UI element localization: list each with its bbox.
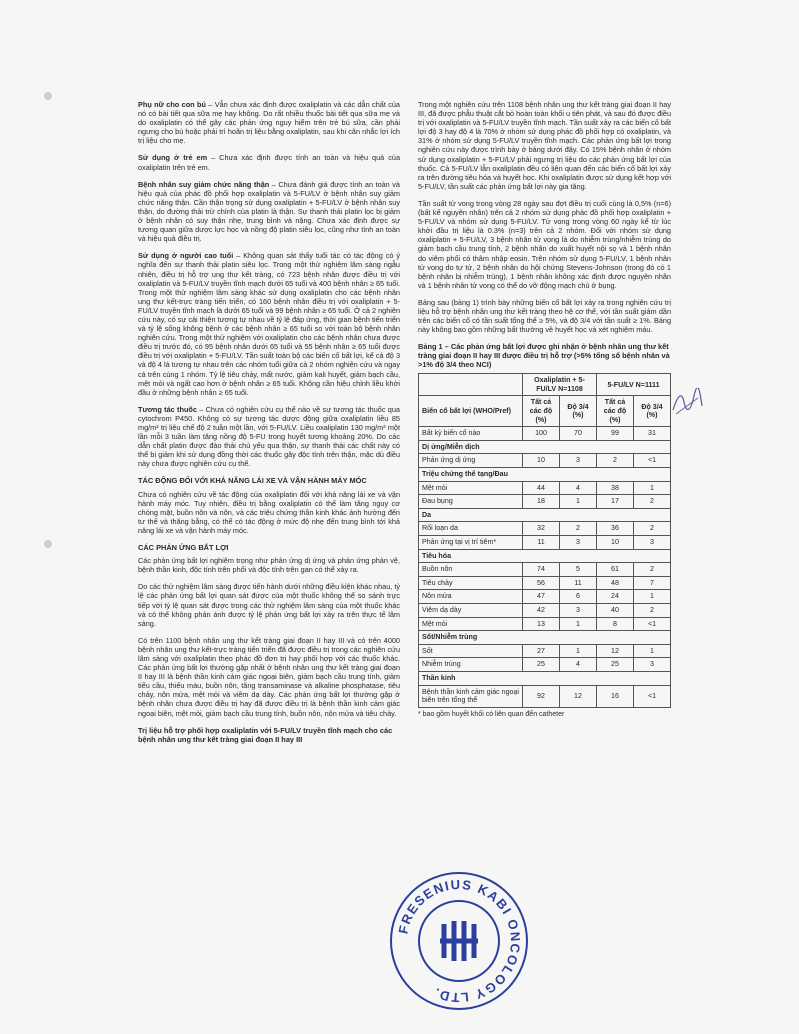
table-cell: <1 [634, 454, 671, 468]
paragraph-interactions [138, 405, 400, 469]
header-all-grades: Tất cả các độ (%) [597, 396, 634, 427]
table-row [419, 576, 671, 590]
table-cell: 4 [560, 481, 597, 495]
table-group-row [419, 468, 671, 482]
paragraph-table-intro: Bảng sau (bảng 1) trình bày những biến cố bất lợi xảy ra trong nghiên cứu trị liệu hỗ trợ bệnh nhân ung thư kết tràng theo hệ cơ thể, với tần suất giảm dần trên các biến cố có tần suất tổng thể ≥ 5%, và độ 3/4 với tần suất ≥ 1%. Bảng này không bao gồm những bất thường về huyết học và xét nghiệm máu. [418, 297, 671, 335]
table-cell: 3 [560, 535, 597, 549]
adverse-events-table [418, 373, 671, 707]
event-label: Phản ứng dị ứng [419, 454, 523, 468]
table-cell: 44 [523, 481, 560, 495]
table-row [419, 617, 671, 631]
table-cell: 56 [523, 576, 560, 590]
table-cell: 16 [597, 685, 634, 707]
table-cell: 32 [523, 522, 560, 536]
header-oxaliplatin-group: Oxaliplatin + 5-FU/LV N=1108 [523, 374, 597, 396]
paragraph-breastfeeding [138, 100, 400, 145]
header-all-grades: Tất cả các độ (%) [523, 396, 560, 427]
table-cell: 8 [597, 617, 634, 631]
table-cell: 40 [597, 603, 634, 617]
para-title: Bệnh nhân suy giảm chức năng thận [138, 179, 270, 189]
table-cell: 70 [560, 427, 597, 441]
event-label: Bệnh thần kinh cảm giác ngoại biên trên tổng thể [419, 685, 523, 707]
event-label: Đau bụng [419, 495, 523, 509]
table-cell: 3 [634, 535, 671, 549]
event-label: Viêm dạ dày [419, 603, 523, 617]
para-text: – Chưa xác định được tính an toàn và hiệu quả của oxaliplatin trên trẻ em. [138, 153, 400, 172]
event-label: Tiêu chảy [419, 576, 523, 590]
event-label: Phản ứng tại vị trí tiêm* [419, 535, 523, 549]
event-label: Sốt [419, 644, 523, 658]
heading-driving: TÁC ĐỘNG ĐỐI VỚI KHẢ NĂNG LÁI XE VÀ VẬN HÀNH MÁY MÓC [138, 476, 367, 486]
table-group-row [419, 671, 671, 685]
table-cell: 1 [560, 495, 597, 509]
table-row [419, 535, 671, 549]
table-cell: 3 [560, 603, 597, 617]
paragraph-elderly [138, 251, 400, 397]
table-cell: 5 [560, 563, 597, 577]
table-cell: 10 [523, 454, 560, 468]
table-cell: 12 [560, 685, 597, 707]
table-cell: <1 [634, 617, 671, 631]
table-cell: 10 [597, 535, 634, 549]
table-cell: 13 [523, 617, 560, 631]
paragraph-driving: Chưa có nghiên cứu về tác động của oxaliplatin đối với khả năng lái xe và vận hành máy móc. Tuy nhiên, điều trị bằng oxaliplatin có thể làm tăng nguy cơ chóng mặt, buồn nôn và nôn, và các triệu chứng thần kinh khác ảnh hưởng đến tư thế và thăng bằng, có thể có tác động ở mức độ nhẹ đến trung bình tới khả năng lái xe và vận hành máy móc. [138, 489, 400, 535]
table-cell: 47 [523, 590, 560, 604]
table-cell: 11 [560, 576, 597, 590]
table-cell: 1 [560, 644, 597, 658]
table-cell: 42 [523, 603, 560, 617]
table-row [419, 454, 671, 468]
table-row [419, 590, 671, 604]
table-group-row [419, 549, 671, 563]
para-text: – Vẫn chưa xác định được oxaliplatin và các dẫn chất của nó có bài tiết qua sữa mẹ hay không. Do rất nhiều thuốc bài tiết qua sữa mẹ và do oxaliplatin có thể gây các phản ứng nguy hiểm trên trẻ bú sữa, cần phải ngưng cho bú hoặc phải trì hoãn trị liệu bằng oxaliplatin, sau khi cân nhắc lợi ích trị liệu cho mẹ. [138, 100, 400, 146]
event-label: Nôn mửa [419, 590, 523, 604]
table-header-row [419, 374, 671, 396]
signature-mark [670, 388, 704, 418]
para-title: Tương tác thuốc [138, 404, 197, 414]
para-title: Sử dụng ở người cao tuổi [138, 251, 234, 261]
para-text: – Chưa có nghiên cứu cụ thể nào về sự tương tác thuốc qua cytochrom P450. Không có sự tương tác dược động giữa oxaliplatin liều 85 mg/m² trị liệu chế độ 2 tuần một lần, với 5-FU/LV. Liều oxaliplatin 130 mg/m² một lần mỗi 3 tuần làm tăng nồng độ 5-FU trong huyết tương khoảng 20%. Do các dẫn chất platin được đào thải chủ yếu qua thận, sự thanh thải các chất này có thể bị giảm khi sử dụng đồng thời các thuốc gây độc tính trên thận, mặc dù điều này chưa được nghiên cứu cụ thể. [138, 404, 400, 469]
table-row [419, 658, 671, 672]
table-subheader-row [419, 396, 671, 427]
event-label: Mệt mỏi [419, 481, 523, 495]
table-cell: 3 [560, 454, 597, 468]
table-cell: 61 [597, 563, 634, 577]
table-cell: 25 [523, 658, 560, 672]
group-label: Da [419, 508, 671, 522]
group-label: Sốt/Nhiễm trùng [419, 631, 671, 645]
table-cell: 2 [597, 454, 634, 468]
table-cell: 2 [560, 522, 597, 536]
table-cell: 27 [523, 644, 560, 658]
table-cell: 1 [560, 617, 597, 631]
group-label: Dị ứng/Miễn dịch [419, 440, 671, 454]
paragraph-adverse-1: Các phản ứng bất lợi nghiêm trọng như phản ứng dị ứng và phản ứng phản vệ, bệnh thần kinh, độc tính trên phổi và độc tính trên gan có thể xảy ra. [138, 556, 400, 575]
table-cell: 6 [560, 590, 597, 604]
group-label: Tiêu hóa [419, 549, 671, 563]
table-row [419, 522, 671, 536]
table-cell: 31 [634, 427, 671, 441]
table-cell: 3 [634, 658, 671, 672]
table-cell: 1 [634, 481, 671, 495]
header-5fu-group: 5-FU/LV N=1111 [597, 374, 671, 396]
para-title: Phụ nữ cho con bú [138, 100, 206, 109]
table-row [419, 495, 671, 509]
event-label: Mệt mỏi [419, 617, 523, 631]
table-body [419, 427, 671, 707]
event-label: Rối loạn da [419, 522, 523, 536]
table-cell: 2 [634, 495, 671, 509]
table-cell: 92 [523, 685, 560, 707]
table-cell: 11 [523, 535, 560, 549]
table-cell: 17 [597, 495, 634, 509]
group-label: Triệu chứng thể tạng/Đau [419, 468, 671, 482]
table-cell: 12 [597, 644, 634, 658]
table-cell: 25 [597, 658, 634, 672]
header-blank [419, 374, 523, 396]
table-cell: 24 [597, 590, 634, 604]
event-label: Bất kỳ biến cố nào [419, 427, 523, 441]
table-cell: 74 [523, 563, 560, 577]
table-cell: 2 [634, 563, 671, 577]
event-label: Buồn nôn [419, 563, 523, 577]
table-row [419, 481, 671, 495]
stamp-text: FRESENIUS KABI ONCOLOGY LTD. [395, 876, 524, 1006]
paragraph-study: Trong một nghiên cứu trên 1108 bệnh nhân ung thư kết tràng giai đoạn II hay III, đã được phẫu thuật cắt bỏ hoàn toàn khối u tiên phát, và sau đó được điều trị với oxaliplatin và 5-FU/LV truyền tĩnh mạch. Tần suất xảy ra các biến cố bất lợi độ 3 hay độ 4 là 70% ở nhóm sử dụng phác đồ phối hợp có oxaliplatin, và 31% ở nhóm sử dụng 5-FU/LV truyền tĩnh mạch. Các phản ứng bất lợi trong nghiên cứu này được trình bày ở bảng dưới đây. Có 15% bệnh nhân ở nhóm sử dụng oxaliplatin + 5-FU/LV phải ngưng trị liệu do các phản ứng bất lợi của thuốc. Cả 5-FU/LV lẫn oxaliplatin đều có liên quan đến các biến cố bất lợi xảy ra trên đường tiêu hóa và huyết học. Khi oxaliplatin được sử dụng kết hợp với 5-FU/LV, tần suất các phản ứng bất lợi này gia tăng. [418, 100, 672, 191]
table-cell: 38 [597, 481, 634, 495]
group-label: Thần kinh [419, 671, 671, 685]
table-group-row [419, 631, 671, 645]
paragraph-adverse-2: Do các thử nghiệm lâm sàng được tiến hành dưới những điều kiện khác nhau, tỷ lệ các phản ứng bất lợi quan sát được của một thuốc không thể so sánh trực tiếp với tỷ lệ quan sát được trong các thử nghiệm lâm sàng của một thuốc khác và có thể không phản ánh được tỷ lệ phản ứng bất lợi xảy ra trên thực tế lâm sàng. [138, 582, 400, 628]
table-cell: 1 [634, 590, 671, 604]
table-row [419, 427, 671, 441]
paragraph-adverse-3: Có trên 1100 bệnh nhân ung thư kết tràng giai đoạn II hay III và có trên 4000 bệnh nhân ung thư kết-trực tràng tiến triển đã được điều trị trong các nghiên cứu lâm sàng với oxaliplatin theo phác đồ đơn trị hay phối hợp với các thuốc khác. Các phản ứng bất lợi thường gặp nhất ở bệnh nhân ung thư kết tràng giai đoạn II hay III là bệnh thần kinh cảm giác ngoại biên, giảm bạch cầu trung tính, giảm tiểu cầu, thiếu máu, buồn nôn, tăng transaminase và alkaline phosphatase, tiêu chảy, nôn mửa, mệt mỏi và viêm dạ dày. Các phản ứng bất lợi thường gặp ở bệnh nhân chưa được điều trị hay đã được điều trị là bệnh thần kinh cảm giác ngoại biên, mệt mỏi, giảm bạch cầu trung tính, buồn nôn, nôn mửa và tiêu chảy. [138, 635, 400, 718]
table-cell: 36 [597, 522, 634, 536]
para-text: – Chưa đánh giá được tính an toàn và hiệu quả của phác đồ phối hợp oxaliplatin và 5-FU/LV ở bệnh nhân suy giảm chức năng thận. Cần thận trọng sử dụng oxaliplatin + 5-FU/LV ở bệnh nhân suy thận, do đường thải trừ chính của platin là thận. Sự thanh thải platin lọc bị giảm ở bệnh nhân có suy thận nhẹ, trung bình và nặng. Chưa xác định được sự tương quan giữa dược lực học và nồng độ platin siêu lọc, cũng như tính an toàn và hiệu quả điều trị. [138, 179, 400, 244]
table-cell: 2 [634, 603, 671, 617]
table-row [419, 685, 671, 707]
paragraph-renal [138, 180, 400, 244]
table-cell: 1 [634, 644, 671, 658]
table-cell: 18 [523, 495, 560, 509]
table-cell: 48 [597, 576, 634, 590]
right-column [418, 100, 671, 719]
table-caption: Bảng 1 – Các phản ứng bất lợi được ghi nhận ở bệnh nhân ung thư kết tràng giai đoạn II hay III được điều trị hỗ trợ (>5% tổng số bệnh nhân và >1% độ 3/4 theo NCI) [418, 342, 670, 370]
punch-hole [44, 92, 52, 100]
header-grade34: Độ 3/4 (%) [634, 396, 671, 427]
header-grade34: Độ 3/4 (%) [560, 396, 597, 427]
table-group-row [419, 440, 671, 454]
left-column [138, 100, 400, 748]
table-row [419, 644, 671, 658]
table-cell: 4 [560, 658, 597, 672]
para-text: – Không quan sát thấy tuổi tác có tác động có ý nghĩa đến sự thanh thải platin siêu lọc. Trong một thử nghiệm lâm sàng ngẫu nhiên, điều trị hỗ trợ ung thư kết tràng, có 723 bệnh nhân được điều trị với oxaliplatin và 5-FU/LV truyền tĩnh mạch dưới 65 tuổi và 400 bệnh nhân ≥ 65 tuổi. Trong một thử nghiệm lâm sàng khác sử dụng oxaliplatin cho các bệnh nhân ung thư kết-trực tràng tiến triển, có 160 bệnh nhân điều trị với oxaliplatin + 5-FU/LV truyền tĩnh mạch là dưới 65 tuổi và 99 bệnh nhân ≥ 65 tuổi. Ở cả 2 nghiên cứu này, có sự cải thiện tương tự nhau về tỷ lệ đáp ứng, thời gian bệnh tiến triển và tỷ lệ sống không bệnh ở các bệnh nhân ≥ 65 tuổi so với toàn bộ bệnh nhân nghiên cứu. Trong một thử nghiệm với oxaliplatin cho các bệnh nhân chưa được điều trị trước đó, có 95 bệnh nhân dưới 65 tuổi và 55 bệnh nhân ≥ 65 tuổi được điều trị với oxaliplatin + 5-FU/LV. Tần suất toàn bộ các biến cố bất lợi, kể cả độ 3 và độ 4 là tương tự nhau trên các nhóm tuổi giữa cả 2 nhóm nghiên cứu và ngay cả trên cùng 1 nhóm. Tỷ lệ tiêu chảy, mất nước, giảm kali huyết, giảm bạch cầu, mệt mỏi và ngất cao hơn ở bệnh nhân ≥ 65 tuổi. Không cần hiệu chỉnh liều khởi đầu ở những bệnh nhân ≥ 65 tuổi. [138, 251, 400, 397]
paragraph-children [138, 153, 400, 171]
heading-adverse-reactions: CÁC PHẢN ỨNG BẤT LỢI [138, 543, 229, 553]
header-event: Biến cố bất lợi (WHO/Pref) [419, 396, 523, 427]
event-label: Nhiễm trùng [419, 658, 523, 672]
table-group-row [419, 508, 671, 522]
paragraph-mortality: Tần suất tử vong trong vòng 28 ngày sau đợt điều trị cuối cùng là 0,5% (n=6) (bất kể nguyên nhân) trên cả 2 nhóm sử dụng phác đồ phối hợp oxaliplatin + 5-FU/LV và nhóm sử dụng 5-FU/LV. Tử vong trong vòng 60 ngày kể từ lúc khởi đầu trị liệu là 0.3% (n=3) trên cả 2 nhóm. Đối với nhóm sử dụng oxaliplatin + 5-FU/LV, 3 bệnh nhân tử vong là do nhiễm trùng/nhiễm trùng do giảm bạch cầu trung tính, 2 bệnh nhân do xuất huyết nội sọ và 1 bệnh nhân do viêm phổi có thâm nhập eosin. Trên nhóm sử dụng 5-FU/LV, 1 bệnh nhân tử vong do tự tử, 2 bệnh nhân do hội chứng Stevens-Johnson (trong đó có 1 bệnh nhân bị nhiễm trùng), 1 bệnh nhân không xác định được nguyên nhân và 1 bệnh nhân tử vong có thể do vỡ động mạch chủ ở bụng. [418, 198, 671, 290]
table-cell: 2 [634, 522, 671, 536]
company-stamp [384, 866, 534, 1016]
table-cell: 99 [597, 427, 634, 441]
heading-adjuvant: Trị liệu hỗ trợ phối hợp oxaliplatin với 5-FU/LV truyền tĩnh mạch cho các bệnh nhân ung thư kết tràng giai đoạn II hay III [138, 725, 393, 744]
table-row [419, 563, 671, 577]
table-cell: 7 [634, 576, 671, 590]
para-title: Sử dụng ở trẻ em [138, 153, 208, 163]
punch-hole [44, 540, 52, 548]
table-cell: <1 [634, 685, 671, 707]
table-cell: 100 [523, 427, 560, 441]
table-row [419, 603, 671, 617]
table-footnote: * bao gồm huyết khối có liên quan đến catheter [418, 710, 565, 718]
